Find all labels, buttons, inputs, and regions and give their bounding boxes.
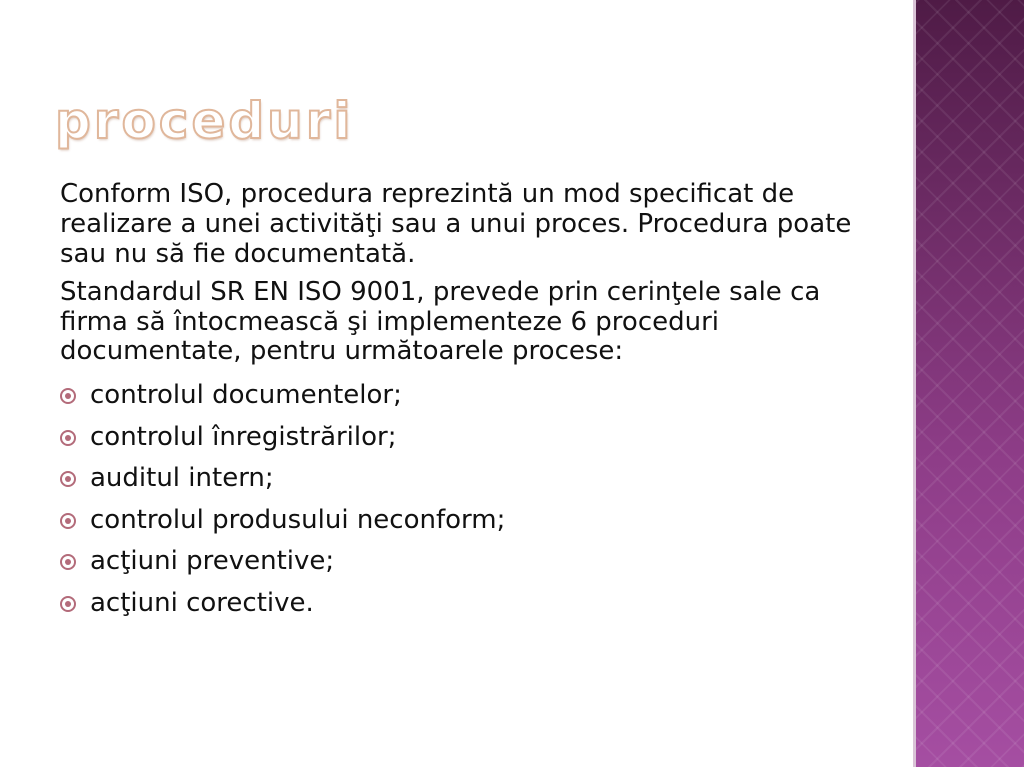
paragraph-standard: Standardul SR EN ISO 9001, prevede prin cerinţele sale ca firma să întocmească şi implementeze 6 proceduri documentate, pentru următoarele procese: xyxy=(60,276,821,367)
circle-bullet-icon xyxy=(60,471,76,487)
list-item xyxy=(60,458,860,500)
circle-bullet-icon xyxy=(60,596,76,612)
circle-bullet-icon xyxy=(60,513,76,529)
list-item-label: controlul documentelor; xyxy=(90,380,402,411)
list-item-label: acţiuni preventive; xyxy=(90,546,335,577)
paragraph-definition: Conform ISO, procedura reprezintă un mod specificat de realizare a unei activităţi sau a unui proces. Procedura poate sau nu să fie documentată. xyxy=(60,179,852,269)
slide-body xyxy=(60,180,860,624)
list-item-label: auditul intern; xyxy=(90,463,274,494)
list-item xyxy=(60,375,860,417)
circle-bullet-icon xyxy=(60,388,76,404)
circle-bullet-icon xyxy=(60,430,76,446)
side-band-divider xyxy=(913,0,916,767)
list-item xyxy=(60,583,860,625)
list-item-label: acţiuni corective. xyxy=(90,587,314,618)
slide-title: proceduri xyxy=(55,92,354,150)
list-item xyxy=(60,417,860,459)
procedure-list xyxy=(60,375,860,624)
list-item-label: controlul produsului neconform; xyxy=(90,504,506,535)
list-item-label: controlul înregistrărilor; xyxy=(90,421,397,452)
circle-bullet-icon xyxy=(60,554,76,570)
decorative-side-band xyxy=(913,0,1024,767)
list-item xyxy=(60,541,860,583)
list-item xyxy=(60,500,860,542)
